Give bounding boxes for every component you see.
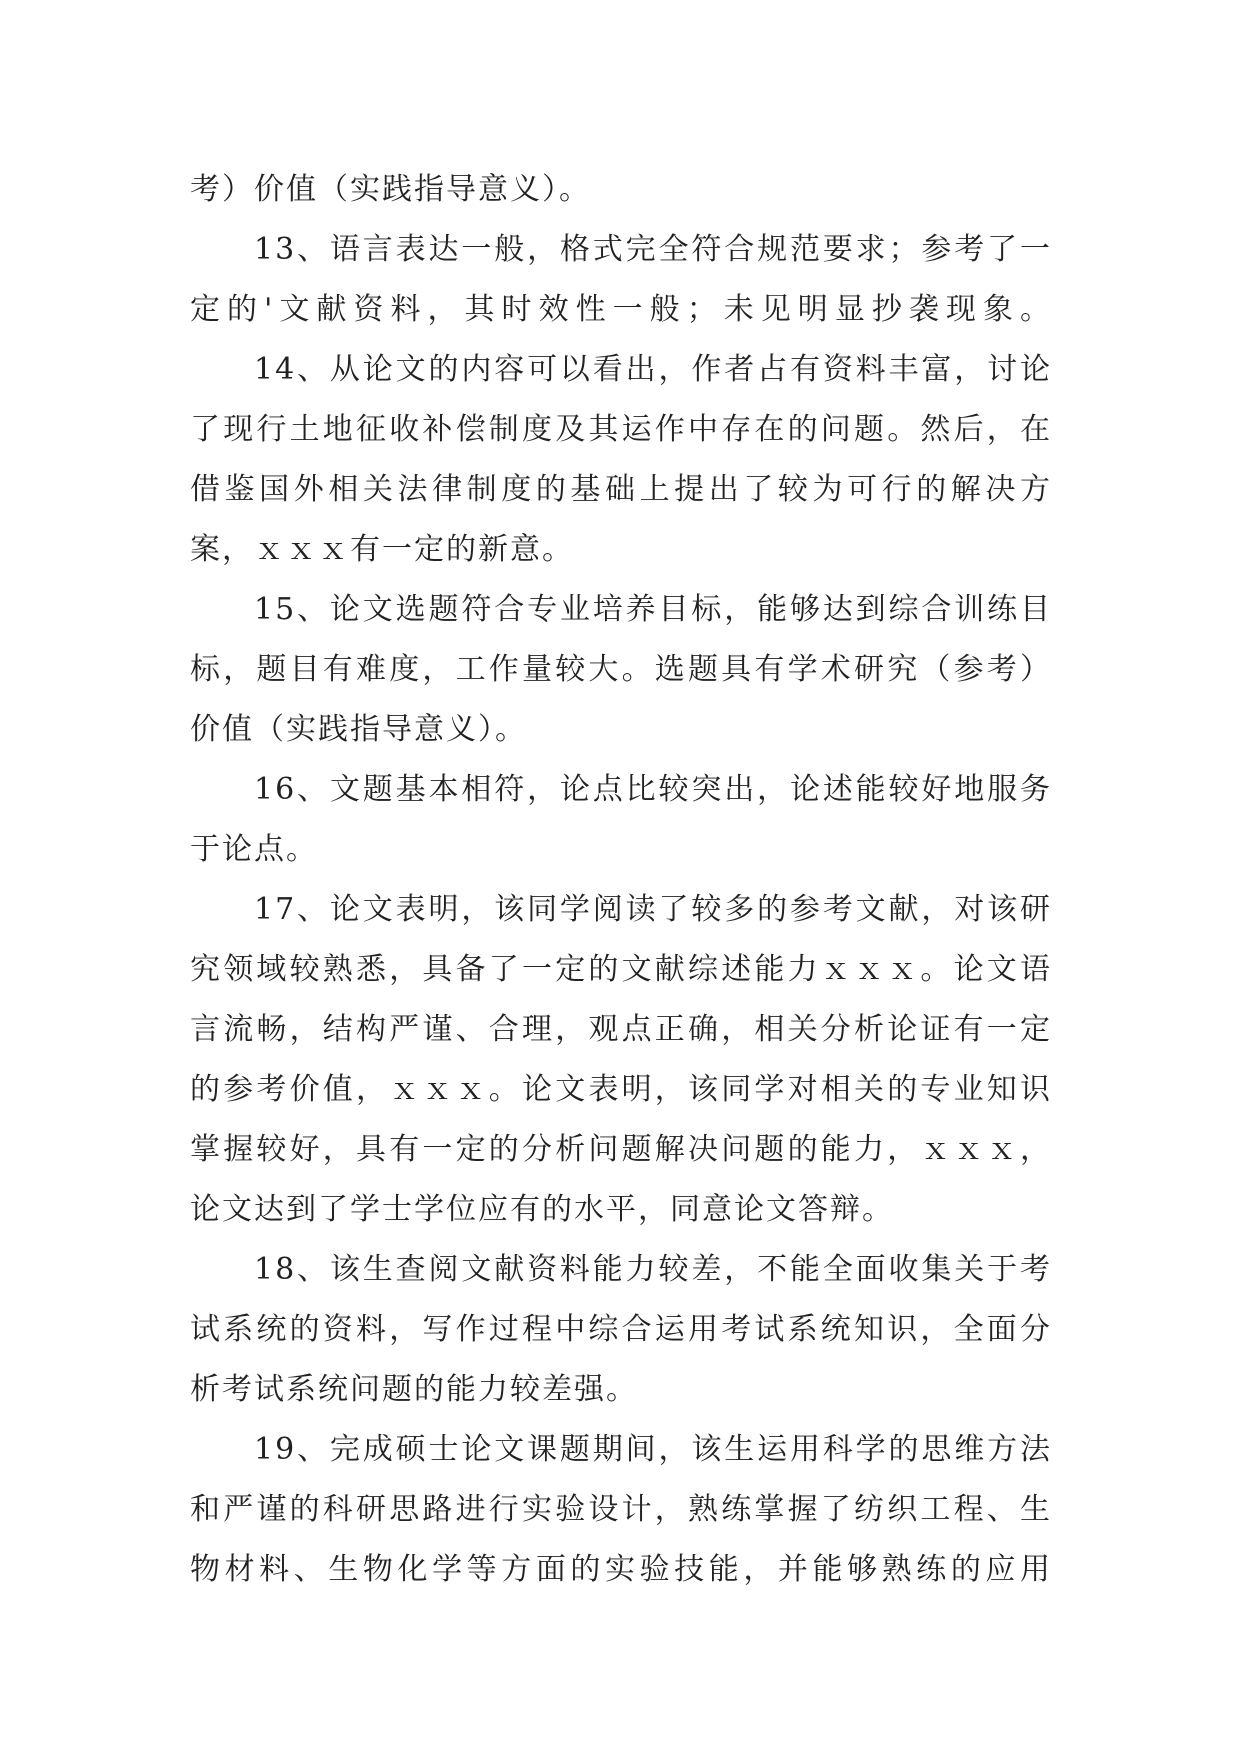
text-line: 14、从论文的内容可以看出，作者占有资料丰富，讨论 [254,352,1052,387]
text-line: 18、该生查阅文献资料能力较差，不能全面收集关于考 [254,1252,1052,1287]
text-line: 和严谨的科研思路进行实验设计，熟练掌握了纺织工程、生 [190,1492,1052,1527]
text-line: 析考试系统问题的能力较差强。 [190,1372,638,1407]
text-line: 17、论文表明，该同学阅读了较多的参考文献，对该研 [254,892,1052,927]
document-page [190,160,1052,1600]
text-line: 13、语言表达一般，格式完全符合规范要求；参考了一 [254,232,1052,267]
text-line: 标，题目有难度，工作量较大。选题具有学术研究（参考） [190,652,1052,687]
text-line: 定的'文献资料，其时效性一般；未见明显抄袭现象。 [190,292,1052,327]
text-line: 物材料、生物化学等方面的实验技能，并能够熟练的应用 [190,1552,1052,1587]
text-line: 于论点。 [190,832,318,867]
text-line: 言流畅，结构严谨、合理，观点正确，相关分析论证有一定 [190,1012,1052,1047]
text-line: 考）价值（实践指导意义）。 [190,172,591,207]
text-line: 论文达到了学士学位应有的水平，同意论文答辩。 [190,1192,894,1227]
text-line: 16、文题基本相符，论点比较突出，论述能较好地服务 [254,772,1052,807]
text-line: 案，ｘｘｘ有一定的新意。 [190,532,574,567]
text-line: 15、论文选题符合专业培养目标，能够达到综合训练目 [254,592,1052,627]
text-line: 试系统的资料，写作过程中综合运用考试系统知识，全面分 [190,1312,1052,1347]
text-line: 19、完成硕士论文课题期间，该生运用科学的思维方法 [254,1432,1052,1467]
text-line: 借鉴国外相关法律制度的基础上提出了较为可行的解决方 [190,472,1052,507]
text-line: 究领域较熟悉，具备了一定的文献综述能力ｘｘｘ。论文语 [190,952,1052,987]
text-line: 价值（实践指导意义）。 [190,712,527,747]
text-line: 了现行土地征收补偿制度及其运作中存在的问题。然后，在 [190,412,1052,447]
text-line: 掌握较好，具有一定的分析问题解决问题的能力，ｘｘｘ， [190,1132,1052,1167]
text-line: 的参考价值，ｘｘｘ。论文表明，该同学对相关的专业知识 [190,1072,1052,1107]
